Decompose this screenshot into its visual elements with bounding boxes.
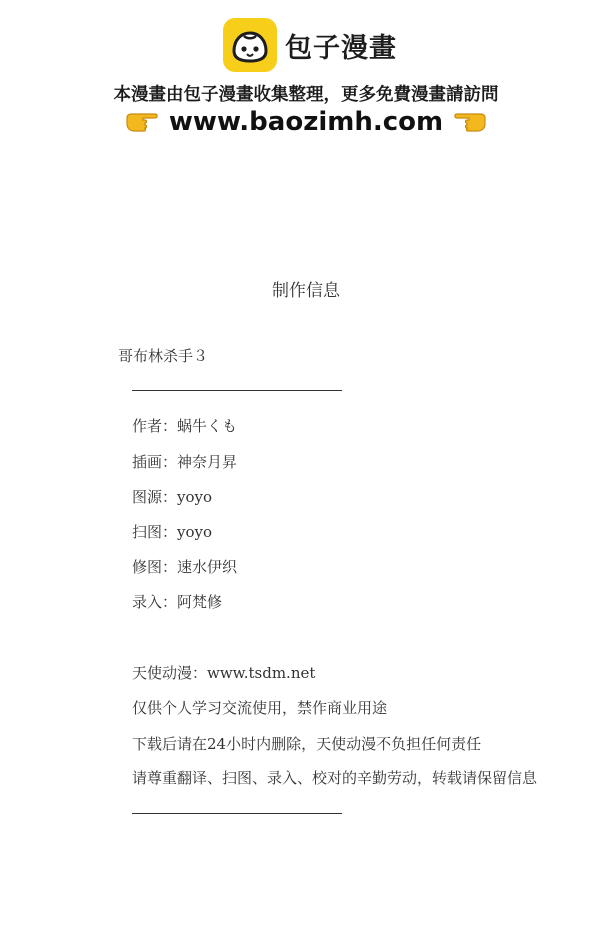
page-title: 制作信息 bbox=[272, 281, 340, 301]
note-delete-notice: 下载后请在24小时内删除，天使动漫不负担任何责任 bbox=[132, 735, 482, 753]
promo-banner bbox=[0, 0, 612, 150]
bun-mascot-icon bbox=[223, 18, 277, 72]
banner-url-row bbox=[0, 104, 612, 140]
credit-typist: 录入：阿梵修 bbox=[132, 593, 223, 611]
note-site: 天使动漫：www.tsdm.net bbox=[132, 664, 316, 682]
credit-image-source: 图源：yoyo bbox=[132, 488, 213, 506]
divider-top bbox=[132, 390, 342, 391]
credit-retoucher: 修图：速水伊织 bbox=[132, 558, 238, 576]
credit-illustrator: 插画：神奈月昇 bbox=[132, 453, 238, 471]
note-personal-use: 仅供个人学习交流使用，禁作商业用途 bbox=[132, 699, 388, 717]
logo-text: 包子漫畫 bbox=[285, 32, 397, 64]
pointing-right-hand-icon bbox=[125, 109, 159, 135]
site-logo[interactable] bbox=[223, 17, 397, 73]
credit-scanner: 扫图：yoyo bbox=[132, 523, 213, 541]
site-url-link[interactable]: www.baozimh.com bbox=[168, 107, 444, 137]
book-title: 哥布林杀手３ bbox=[118, 347, 209, 365]
pointing-left-hand-icon bbox=[453, 109, 487, 135]
note-respect-labor: 请尊重翻译、扫图、录入、校对的辛勤劳动，转载请保留信息 bbox=[132, 769, 538, 787]
credit-author: 作者：蜗牛くも bbox=[132, 417, 238, 435]
divider-bottom bbox=[132, 813, 342, 814]
banner-tagline: 本漫畫由包子漫畫收集整理，更多免費漫畫請訪問 bbox=[113, 85, 499, 105]
